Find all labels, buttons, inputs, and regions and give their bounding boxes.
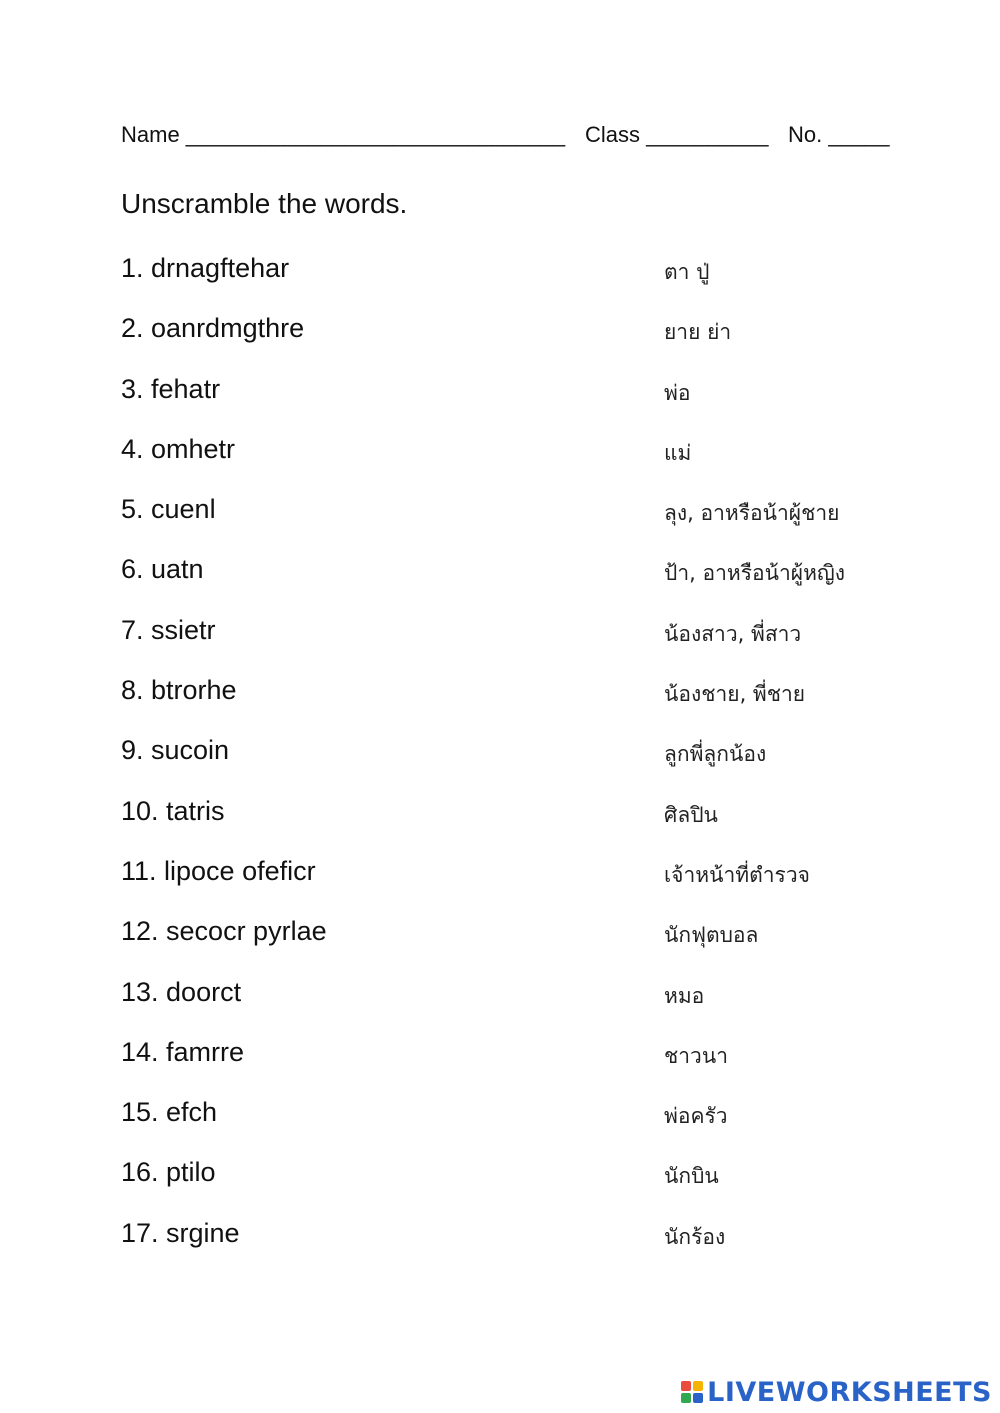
word-row — [121, 675, 921, 735]
word-row — [121, 554, 921, 614]
scrambled-word: 1. drnagftehar — [121, 253, 290, 283]
thai-hint: ป้า, อาหรือน้าผู้หญิง — [664, 561, 846, 586]
name-field: Name _______________________________ — [121, 122, 566, 147]
scrambled-word: 8. btrorhe — [121, 675, 237, 706]
thai-hint: แม่ — [664, 440, 692, 465]
word-row — [121, 856, 921, 916]
word-row — [121, 1097, 921, 1157]
thai-hint: ตา ปู่ — [664, 260, 710, 284]
scrambled-word: 15. efch — [121, 1097, 218, 1128]
thai-hint: ลุง, อาหรือน้าผู้ชาย — [664, 501, 840, 526]
word-row — [121, 434, 921, 494]
scrambled-word: 4. omhetr — [121, 433, 236, 464]
logo-cell — [693, 1393, 703, 1403]
word-row — [121, 796, 921, 856]
thai-hint: พ่อ — [664, 380, 691, 405]
scrambled-word: 16. ptilo — [121, 1157, 216, 1188]
student-info-header — [121, 122, 911, 162]
number-field: No. _____ — [788, 122, 890, 147]
scrambled-word: 10. tatris — [121, 795, 225, 826]
thai-hint: ลูกพี่ลูกน้อง — [664, 742, 767, 767]
logo-cell — [681, 1381, 691, 1391]
thai-hint: นักฟุตบอล — [664, 923, 759, 948]
thai-hint: น้องชาย, พี่ชาย — [664, 682, 806, 707]
scrambled-word: 7. ssietr — [121, 614, 216, 645]
scrambled-word: 13. doorct — [121, 976, 242, 1007]
word-row — [121, 1218, 921, 1278]
word-row — [121, 977, 921, 1037]
word-row — [121, 735, 921, 795]
worksheet-title: Unscramble the words. — [121, 188, 408, 219]
scrambled-word: 14. famrre — [121, 1036, 245, 1067]
scrambled-word: 11. lipoce ofeficr — [121, 855, 316, 886]
scrambled-word: 5. cuenl — [121, 494, 216, 525]
scrambled-word: 9. sucoin — [121, 735, 230, 766]
thai-hint: เจ้าหน้าที่ตำรวจ — [664, 862, 810, 887]
logo-cell — [681, 1393, 691, 1403]
thai-hint: ชาวนา — [664, 1043, 728, 1068]
word-row — [121, 494, 921, 554]
word-row — [121, 615, 921, 675]
scrambled-word: 12. secocr pyrlae — [121, 916, 327, 947]
thai-hint: นักบิน — [664, 1164, 719, 1189]
thai-hint: นักร้อง — [664, 1224, 726, 1249]
word-row — [121, 374, 921, 434]
scrambled-word: 2. oanrdmgthre — [121, 313, 305, 344]
thai-hint: พ่อครัว — [664, 1104, 728, 1129]
word-row — [121, 1157, 921, 1217]
word-row — [121, 313, 921, 373]
scrambled-word: 3. fehatr — [121, 373, 221, 404]
scrambled-word: 6. uatn — [121, 554, 204, 585]
word-row — [121, 916, 921, 976]
liveworksheets-brand — [681, 1377, 992, 1407]
thai-hint: ศิลปิน — [664, 802, 718, 827]
class-field: Class __________ — [585, 122, 769, 147]
thai-hint: หมอ — [664, 983, 705, 1008]
thai-hint: ยาย ย่า — [664, 320, 732, 345]
scrambled-word: 17. srgine — [121, 1217, 240, 1248]
word-row — [121, 253, 921, 313]
logo-cell — [693, 1381, 703, 1391]
word-list — [121, 253, 921, 1278]
liveworksheets-logo-icon — [681, 1381, 703, 1403]
word-row — [121, 1037, 921, 1097]
thai-hint: น้องสาว, พี่สาว — [664, 621, 802, 646]
brand-text: LIVEWORKSHEETS — [707, 1376, 992, 1408]
